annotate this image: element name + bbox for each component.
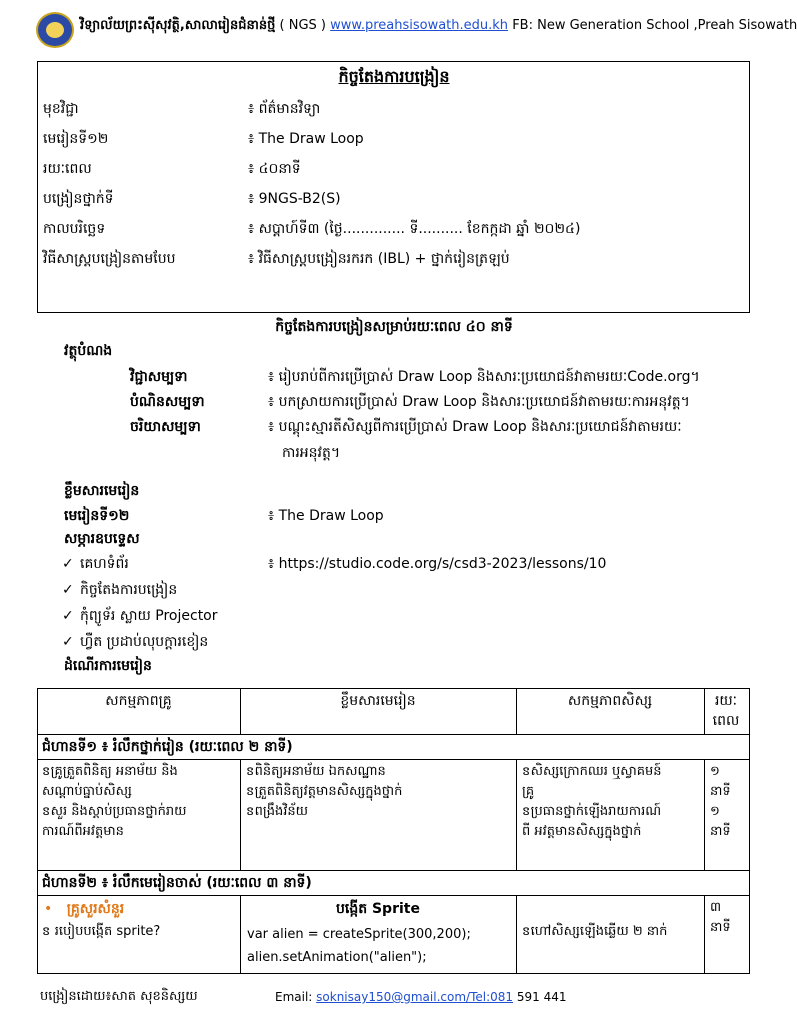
- step2-student: ៜហៅសិស្សឡើងឆ្លើយ ២ នាក់: [522, 924, 668, 939]
- school-logo: [36, 12, 74, 48]
- material-item: ✓ ហ្វឺត ប្រដាប់លុបក្ដារខៀន: [62, 634, 209, 650]
- step2-content-title: បង្កើត Sprite: [336, 901, 420, 917]
- step1-student: ៜសិស្សក្រោកឈរ ឬស្វាគមន៍ គ្រូ ៜប្រធានថ្នាក់ឡើងរាយការណ៍ ពី អវត្តមានសិស្សក្នុងថ្នាក់: [522, 764, 662, 839]
- step1-teacher: ៜគ្រូត្រួតពិនិត្យ អនាម័យ និង សណ្ដាប់ធ្នាប់សិស្ស ៜសួរ និងស្ដាប់ប្រធានថ្នាក់រាយ ការណ៍ពីអវត្តមាន: [42, 764, 187, 839]
- step1-title: ជំហានទី១ ៖ រំលឹកថ្នាក់រៀន (រយៈពេល ២ នាទី): [42, 739, 293, 755]
- date-label: កាលបរិច្ឆេទ: [43, 221, 106, 237]
- knowledge-value: ៖ រៀបរាប់ពីការប្រើប្រាស់ Draw Loop និងសារៈប្រយោជន៍វាតាមរយៈCode.org។: [268, 369, 700, 385]
- school-name: វិទ្យាល័យព្រះស៊ីសុវត្ថិ,សាលារៀនជំនាន់ថ្មី: [80, 18, 276, 33]
- step1-time: ១ នាទី ១ នាទី: [710, 764, 731, 839]
- subject-value: ៖ ព័ត៌មានវិទ្យា: [248, 101, 321, 117]
- duration-label: រយៈពេល: [43, 161, 92, 177]
- section-title: កិច្ចតែងការបង្រៀនសម្រាប់រយៈពេល ៤០ នាទី: [275, 319, 513, 335]
- attitude-label: ចរិយាសម្បទា: [130, 419, 201, 435]
- method-value: ៖ វិធីសាស្រ្តបង្រៀនរករក (IBL) + ថ្នាក់រៀនត្រឡប់: [248, 251, 510, 267]
- class-label: បង្រៀនថ្នាក់ទី: [43, 191, 114, 207]
- attitude-value-cont: ការអនុវត្ត។: [282, 445, 341, 461]
- plan-box: [37, 61, 750, 313]
- lesson-label: មេរៀនទី១២: [43, 131, 109, 147]
- check-icon: ✓: [62, 634, 74, 650]
- plan-title: កិច្ចតែងការបង្រៀន: [338, 67, 450, 86]
- header-teacher: សកម្មភាពគ្រូ: [105, 693, 172, 709]
- attitude-value: ៖ បណ្ដុះស្មារតីសិស្សពីការប្រើប្រាស់ Draw Loop និងសារៈប្រយោជន៍វាតាមរយៈ: [268, 419, 682, 435]
- skill-label: បំណិនសម្បទា: [130, 394, 205, 410]
- material-item: ✓ គេហទំព័រ: [62, 556, 129, 572]
- class-value: ៖ 9NGS-B2(S): [248, 191, 341, 207]
- step2-time: ៣ នាទី: [710, 900, 731, 935]
- footer-contact: Email: soknisay150@gmail.com/Tel:081 591 441: [275, 990, 567, 1004]
- header-time: រយៈ: [714, 693, 738, 709]
- material-url[interactable]: ៖ https://studio.code.org/s/csd3-2023/lessons/10: [268, 556, 607, 572]
- bullet-icon: •: [44, 901, 53, 917]
- content-heading: ខ្លឹមសារមេរៀន: [64, 483, 140, 499]
- code-line: alien.setAnimation("alien");: [247, 950, 427, 965]
- lesson12-label: មេរៀនទី១២: [64, 508, 130, 524]
- lesson-value: ៖ The Draw Loop: [248, 131, 364, 147]
- duration-value: ៖ ៤០នាទី: [248, 161, 301, 177]
- check-icon: ✓: [62, 582, 74, 598]
- date-value: ៖ សប្ដាហ៍ទី៣ (ថ្ងៃ.............. ទី.......... ខែកក្កដា ឆ្នាំ ២០២៤): [248, 221, 581, 237]
- ngs-label: ( NGS ): [279, 18, 326, 33]
- website-link[interactable]: www.preahsisowath.edu.kh: [330, 18, 509, 33]
- step2-teacher-title: • គ្រូសួរសំនួរ: [44, 901, 125, 917]
- material-item: ✓ កិច្ចតែងការបង្រៀន: [62, 582, 178, 598]
- header-student: សកម្មភាពសិស្ស: [567, 693, 653, 709]
- process-heading: ដំណើរការមេរៀន: [64, 658, 152, 674]
- facebook-label: FB: New Generation School ,Preah Sisowath: [512, 18, 797, 33]
- step1-content: ៜពិនិត្យអនាម័យ ឯកសណ្ឋាន ៜត្រួតពិនិត្យវត្តមានសិស្សក្នុងថ្នាក់ ៜពង្រឹងវិន័យ: [246, 764, 403, 819]
- header-line: [80, 17, 797, 35]
- step2-teacher-question: ៜ របៀបបង្កើត sprite?: [42, 924, 161, 939]
- check-icon: ✓: [62, 608, 74, 624]
- skill-value: ៖ បកស្រាយការប្រើប្រាស់ Draw Loop និងសារៈប្រយោជន៍វាតាមរយៈការអនុវត្ត។: [268, 394, 690, 410]
- method-label: វិធីសាស្រ្តបង្រៀនតាមបែប: [43, 251, 176, 267]
- material-item: ✓ កុំព្យូទ័រ ស្លាយ Projector: [62, 608, 218, 624]
- code-line: var alien = createSprite(300,200);: [247, 927, 471, 942]
- knowledge-label: វិជ្ជាសម្បទា: [130, 369, 188, 385]
- subject-label: មុខវិជ្ជា: [43, 101, 79, 117]
- header-time-2: ពេល: [712, 713, 740, 729]
- footer-teacher: បង្រៀនដោយ៖សាត សុខនិស្សយ: [40, 989, 198, 1004]
- header-content: ខ្លឹមសារមេរៀន: [340, 693, 416, 709]
- objectives-heading: វត្ថុបំណង: [64, 343, 113, 359]
- step2-title: ជំហានទី២ ៖ រំលឹកមេរៀនចាស់ (រយៈពេល ៣ នាទី): [42, 875, 312, 891]
- materials-heading: សម្ភារឧបទ្ទេស: [64, 531, 140, 547]
- check-icon: ✓: [62, 556, 74, 572]
- lesson12-value: ៖ The Draw Loop: [268, 508, 384, 524]
- email-link[interactable]: soknisay150@gmail.com/Tel:081: [316, 990, 514, 1004]
